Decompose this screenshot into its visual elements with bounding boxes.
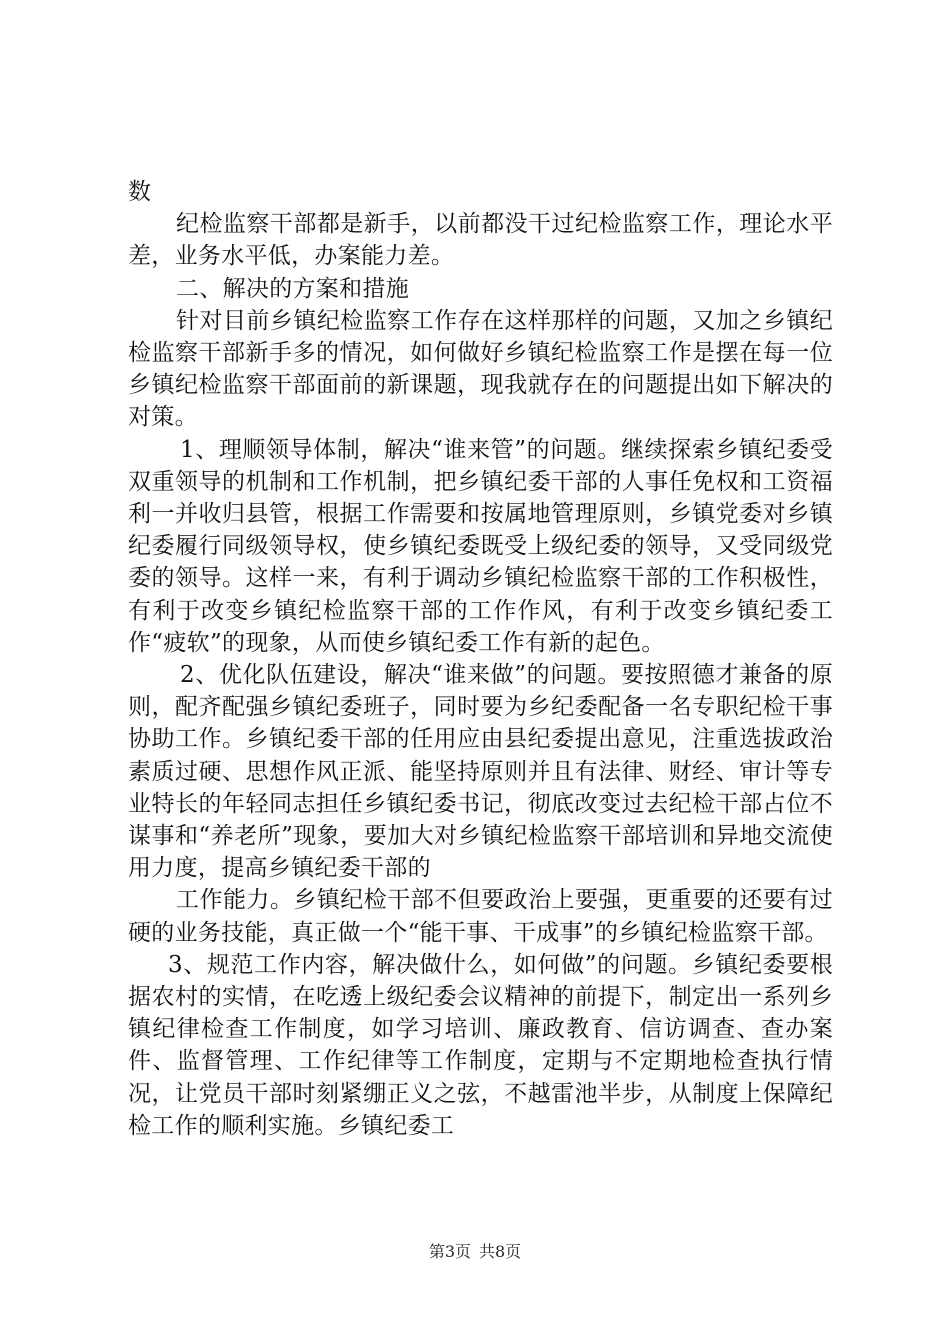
page-number: 第3页 <box>428 1242 471 1261</box>
paragraph-item-1: 1、理顺领导体制，解决“谁来管”的问题。继续探索乡镇纪委受双重领导的机制和工作机制，把乡镇纪委干部的人事任免权和工资福利一并收归县管，根据工作需要和按属地管理原则，乡镇党委对乡镇纪委履行同级领导权，使乡镇纪委既受上级纪委的领导，又受同级党委的领导。这样一来，有利于调动乡镇纪检监察干部的工作积极性，有利于改变乡镇纪检监察干部的工作作风，有利于改变乡镇纪委工作“疲软”的现象，从而使乡镇纪委工作有新的起色。 <box>128 436 833 656</box>
document-body <box>128 176 833 1142</box>
paragraph-cadre-status: 纪检监察干部都是新手，以前都没干过纪检监察工作，理论水平差，业务水平低，办案能力差。 <box>128 211 833 270</box>
page-footer <box>0 1242 950 1262</box>
section-heading: 二、解决的方案和措施 <box>176 275 409 302</box>
paragraph-item-3: 3、规范工作内容，解决做什么，如何做”的问题。乡镇纪委要根据农村的实情，在吃透上级纪委会议精神的前提下，制定出一系列乡镇纪律检查工作制度，如学习培训、廉政教育、信访调查、查办案件、监督管理、工作纪律等工作制度，定期与不定期地检查执行情况，让党员干部时刻紧绷正义之弦，不越雷池半步，从制度上保障纪检工作的顺利实施。乡镇纪委工 <box>128 951 833 1139</box>
page-total: 共8页 <box>479 1242 522 1261</box>
paragraph-item-2: 2、优化队伍建设，解决“谁来做”的问题。要按照德才兼备的原则，配齐配强乡镇纪委班子，同时要为乡纪委配备一名专职纪检干事协助工作。乡镇纪委干部的任用应由县纪委提出意见，注重选拔政治素质过硬、思想作风正派、能坚持原则并且有法律、财经、审计等专业特长的年轻同志担任乡镇纪委书记，彻底改变过去纪检干部占位不谋事和“养老所”现象，要加大对乡镇纪检监察干部培训和异地交流使用力度，提高乡镇纪委干部的 <box>128 662 833 882</box>
paragraph-intro: 针对目前乡镇纪检监察工作存在这样那样的问题，又加之乡镇纪检监察干部新手多的情况，如何做好乡镇纪检监察工作是摆在每一位乡镇纪检监察干部面前的新课题，现我就存在的问题提出如下解决的对策。 <box>128 307 833 431</box>
paragraph-fragment: 数 <box>128 179 152 205</box>
paragraph-item-2-continued: 工作能力。乡镇纪检干部不但要政治上要强，更重要的还要有过硬的业务技能，真正做一个“能干事、干成事”的乡镇纪检监察干部。 <box>128 887 833 946</box>
